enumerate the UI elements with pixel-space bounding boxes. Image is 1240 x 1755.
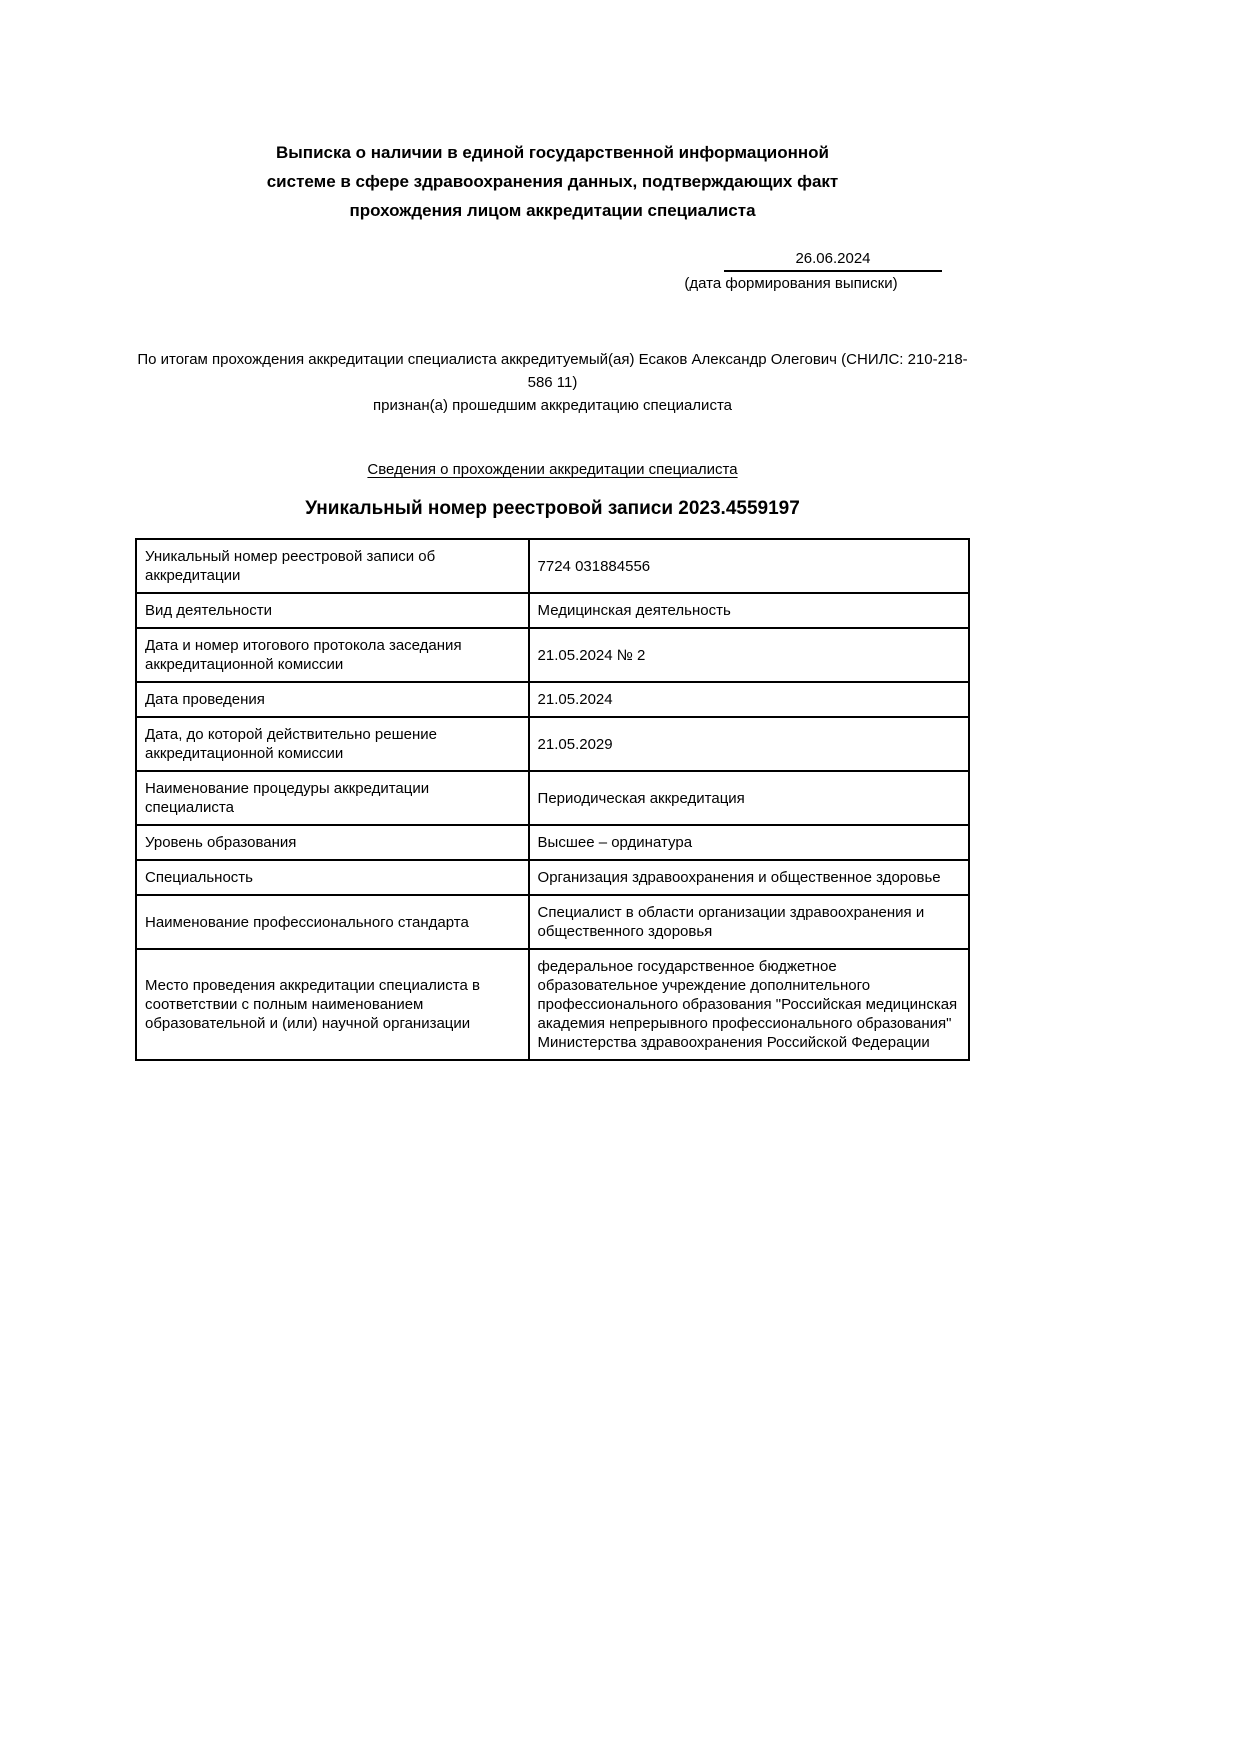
table-row — [136, 895, 969, 949]
table-row — [136, 825, 969, 860]
row-label: Дата проведения — [136, 682, 529, 717]
row-label: Наименование профессионального стандарта — [136, 895, 529, 949]
registry-number-heading: Уникальный номер реестровой записи 2023.4559197 — [305, 498, 800, 519]
document-title — [135, 138, 970, 225]
row-value: Медицинская деятельность — [529, 593, 969, 628]
intro-paragraph — [135, 348, 970, 417]
row-value: 21.05.2024 — [529, 682, 969, 717]
row-value: Организация здравоохранения и общественное здоровье — [529, 860, 969, 895]
row-label: Вид деятельности — [136, 593, 529, 628]
row-value: федеральное государственное бюджетное образовательное учреждение дополнительного профессионального образования "Российская медицинская академия непрерывного профессионального образования" Министерства здравоохранения Российской Федерации — [529, 949, 969, 1060]
row-value: 21.05.2029 — [529, 717, 969, 771]
extract-date-block — [640, 249, 942, 294]
document-title-line: прохождения лицом аккредитации специалиста — [349, 201, 756, 220]
table-row — [136, 860, 969, 895]
document-title-line: системе в сфере здравоохранения данных, подтверждающих факт — [266, 172, 839, 191]
document-title-line: Выписка о наличии в единой государственной информационной — [276, 143, 829, 162]
row-value: Специалист в области организации здравоохранения и общественного здоровья — [529, 895, 969, 949]
table-row — [136, 682, 969, 717]
table-row — [136, 949, 969, 1060]
row-label: Уникальный номер реестровой записи об аккредитации — [136, 539, 529, 593]
row-value: 21.05.2024 № 2 — [529, 628, 969, 682]
table-row — [136, 593, 969, 628]
table-row — [136, 539, 969, 593]
section-heading: Сведения о прохождении аккредитации специалиста — [367, 461, 738, 478]
intro-line: По итогам прохождения аккредитации специалиста аккредитуемый(ая) Есаков Александр Олегович (СНИЛС: 210-218-586 11) — [137, 351, 968, 391]
row-label: Специальность — [136, 860, 529, 895]
row-value: Высшее – ординатура — [529, 825, 969, 860]
row-label: Дата, до которой действительно решение аккредитационной комиссии — [136, 717, 529, 771]
row-label: Дата и номер итогового протокола заседания аккредитационной комиссии — [136, 628, 529, 682]
table-row — [136, 771, 969, 825]
row-label: Место проведения аккредитации специалиста в соответствии с полным наименованием образовательной и (или) научной организации — [136, 949, 529, 1060]
table-row — [136, 628, 969, 682]
document-content — [135, 0, 970, 1061]
extract-date-underline — [724, 249, 942, 272]
extract-date-caption: (дата формирования выписки) — [684, 275, 898, 292]
accreditation-table — [135, 538, 970, 1061]
row-value: Периодическая аккредитация — [529, 771, 969, 825]
intro-line: признан(а) прошедшим аккредитацию специалиста — [373, 397, 732, 414]
extract-date: 26.06.2024 — [795, 250, 871, 267]
row-value: 7724 031884556 — [529, 539, 969, 593]
row-label: Наименование процедуры аккредитации специалиста — [136, 771, 529, 825]
row-label: Уровень образования — [136, 825, 529, 860]
table-row — [136, 717, 969, 771]
